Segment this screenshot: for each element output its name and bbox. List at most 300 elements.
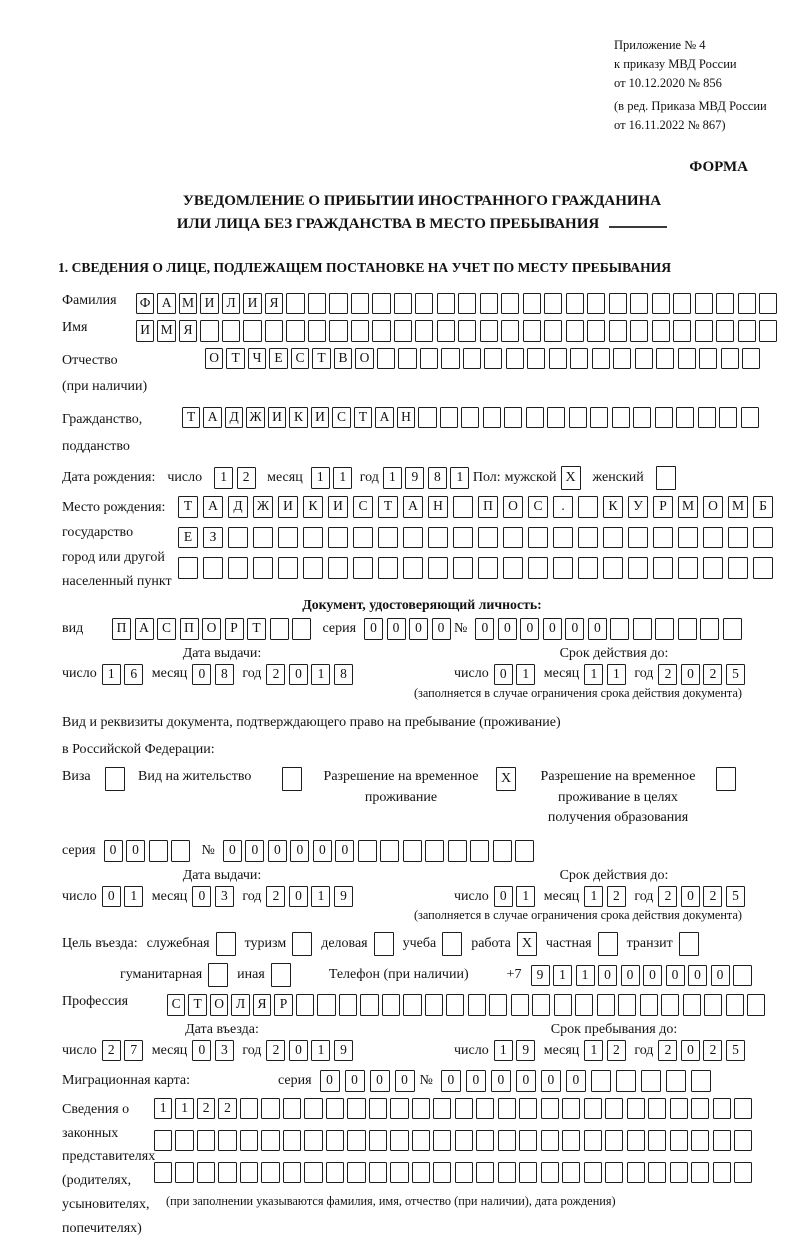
char-cell[interactable] xyxy=(519,1098,537,1120)
char-cell[interactable] xyxy=(261,1130,279,1152)
char-cell[interactable] xyxy=(455,1098,473,1120)
char-cell[interactable] xyxy=(541,1098,559,1120)
char-cell[interactable]: 0 xyxy=(565,618,584,640)
char-cell[interactable]: 0 xyxy=(688,965,707,987)
char-cell[interactable] xyxy=(605,1098,623,1120)
char-cell[interactable] xyxy=(329,320,347,342)
char-cell[interactable]: 0 xyxy=(432,618,451,640)
char-cell[interactable] xyxy=(523,293,541,315)
char-cell[interactable] xyxy=(699,348,717,370)
char-cell[interactable] xyxy=(700,618,719,640)
char-cell[interactable] xyxy=(511,994,529,1016)
char-cell[interactable] xyxy=(304,1130,322,1152)
char-cell[interactable] xyxy=(303,527,323,549)
char-cell[interactable] xyxy=(666,1070,686,1092)
char-cell[interactable] xyxy=(554,994,572,1016)
char-cell[interactable]: 1 xyxy=(383,467,402,489)
char-cell[interactable] xyxy=(670,1162,688,1184)
char-cell[interactable] xyxy=(304,1098,322,1120)
char-cell[interactable] xyxy=(292,618,311,640)
char-cell[interactable]: 8 xyxy=(215,664,234,686)
char-cell[interactable]: 1 xyxy=(333,467,352,489)
char-cell[interactable] xyxy=(753,527,773,549)
char-cell[interactable] xyxy=(656,348,674,370)
char-cell[interactable] xyxy=(703,557,723,579)
char-cell[interactable]: 0 xyxy=(364,618,383,640)
residence-permit-checkbox[interactable] xyxy=(282,767,302,791)
char-cell[interactable] xyxy=(353,527,373,549)
char-cell[interactable] xyxy=(175,1162,193,1184)
char-cell[interactable]: 0 xyxy=(289,886,308,908)
char-cell[interactable]: 0 xyxy=(441,1070,461,1092)
char-cell[interactable] xyxy=(503,557,523,579)
char-cell[interactable] xyxy=(584,1098,602,1120)
char-cell[interactable] xyxy=(463,348,481,370)
char-cell[interactable] xyxy=(528,527,548,549)
char-cell[interactable] xyxy=(283,1130,301,1152)
char-cell[interactable]: 2 xyxy=(218,1098,236,1120)
char-cell[interactable]: 0 xyxy=(192,886,211,908)
char-cell[interactable] xyxy=(575,994,593,1016)
char-cell[interactable]: 0 xyxy=(313,840,332,862)
char-cell[interactable] xyxy=(425,840,444,862)
visa-checkbox[interactable] xyxy=(105,767,125,791)
char-cell[interactable]: П xyxy=(112,618,131,640)
char-cell[interactable] xyxy=(759,320,777,342)
char-cell[interactable] xyxy=(501,320,519,342)
char-cell[interactable]: 2 xyxy=(607,886,626,908)
char-cell[interactable]: 1 xyxy=(584,664,603,686)
char-cell[interactable]: Л xyxy=(231,994,249,1016)
char-cell[interactable] xyxy=(698,407,716,429)
char-cell[interactable] xyxy=(353,557,373,579)
char-cell[interactable] xyxy=(382,994,400,1016)
char-cell[interactable] xyxy=(412,1098,430,1120)
char-cell[interactable]: П xyxy=(180,618,199,640)
char-cell[interactable] xyxy=(476,1130,494,1152)
char-cell[interactable] xyxy=(523,320,541,342)
char-cell[interactable] xyxy=(243,320,261,342)
char-cell[interactable] xyxy=(240,1162,258,1184)
char-cell[interactable] xyxy=(403,840,422,862)
char-cell[interactable] xyxy=(360,994,378,1016)
char-cell[interactable] xyxy=(726,994,744,1016)
char-cell[interactable] xyxy=(390,1130,408,1152)
char-cell[interactable] xyxy=(566,320,584,342)
char-cell[interactable] xyxy=(455,1130,473,1152)
char-cell[interactable]: 0 xyxy=(104,840,123,862)
char-cell[interactable]: О xyxy=(503,496,523,518)
char-cell[interactable]: 1 xyxy=(154,1098,172,1120)
char-cell[interactable] xyxy=(569,407,587,429)
char-cell[interactable]: И xyxy=(311,407,329,429)
char-cell[interactable]: Б xyxy=(753,496,773,518)
char-cell[interactable] xyxy=(603,527,623,549)
char-cell[interactable] xyxy=(584,1130,602,1152)
char-cell[interactable] xyxy=(590,407,608,429)
char-cell[interactable]: А xyxy=(203,407,221,429)
char-cell[interactable] xyxy=(433,1130,451,1152)
char-cell[interactable] xyxy=(478,557,498,579)
char-cell[interactable]: С xyxy=(167,994,185,1016)
char-cell[interactable] xyxy=(713,1130,731,1152)
char-cell[interactable] xyxy=(728,527,748,549)
char-cell[interactable]: 9 xyxy=(531,965,550,987)
char-cell[interactable] xyxy=(578,557,598,579)
char-cell[interactable]: 2 xyxy=(266,664,285,686)
char-cell[interactable]: 1 xyxy=(576,965,595,987)
char-cell[interactable] xyxy=(587,293,605,315)
char-cell[interactable] xyxy=(493,840,512,862)
char-cell[interactable] xyxy=(480,320,498,342)
char-cell[interactable]: 0 xyxy=(387,618,406,640)
char-cell[interactable] xyxy=(633,407,651,429)
char-cell[interactable] xyxy=(403,557,423,579)
char-cell[interactable]: И xyxy=(200,293,218,315)
char-cell[interactable]: 0 xyxy=(643,965,662,987)
char-cell[interactable] xyxy=(489,994,507,1016)
char-cell[interactable] xyxy=(394,293,412,315)
char-cell[interactable] xyxy=(613,348,631,370)
char-cell[interactable] xyxy=(415,293,433,315)
char-cell[interactable]: . xyxy=(553,496,573,518)
char-cell[interactable]: 0 xyxy=(516,1070,536,1092)
char-cell[interactable] xyxy=(627,1130,645,1152)
char-cell[interactable] xyxy=(240,1098,258,1120)
char-cell[interactable] xyxy=(446,994,464,1016)
char-cell[interactable] xyxy=(498,1098,516,1120)
char-cell[interactable] xyxy=(733,965,752,987)
char-cell[interactable]: 0 xyxy=(370,1070,390,1092)
char-cell[interactable]: Т xyxy=(178,496,198,518)
char-cell[interactable] xyxy=(377,348,395,370)
char-cell[interactable] xyxy=(519,1162,537,1184)
char-cell[interactable]: У xyxy=(628,496,648,518)
purpose-study-checkbox[interactable] xyxy=(442,932,462,956)
char-cell[interactable] xyxy=(403,527,423,549)
char-cell[interactable]: 0 xyxy=(223,840,242,862)
char-cell[interactable]: А xyxy=(135,618,154,640)
char-cell[interactable]: Д xyxy=(225,407,243,429)
char-cell[interactable] xyxy=(390,1098,408,1120)
char-cell[interactable]: О xyxy=(202,618,221,640)
char-cell[interactable] xyxy=(171,840,190,862)
char-cell[interactable]: Т xyxy=(312,348,330,370)
char-cell[interactable] xyxy=(437,320,455,342)
char-cell[interactable] xyxy=(728,557,748,579)
char-cell[interactable]: 0 xyxy=(541,1070,561,1092)
char-cell[interactable] xyxy=(695,293,713,315)
char-cell[interactable] xyxy=(390,1162,408,1184)
char-cell[interactable] xyxy=(753,557,773,579)
char-cell[interactable]: 7 xyxy=(124,1040,143,1062)
char-cell[interactable]: Т xyxy=(247,618,266,640)
char-cell[interactable]: 1 xyxy=(516,664,535,686)
char-cell[interactable] xyxy=(578,496,598,518)
char-cell[interactable] xyxy=(630,320,648,342)
char-cell[interactable] xyxy=(691,1130,709,1152)
char-cell[interactable] xyxy=(498,1162,516,1184)
char-cell[interactable]: С xyxy=(157,618,176,640)
char-cell[interactable] xyxy=(506,348,524,370)
char-cell[interactable] xyxy=(678,527,698,549)
char-cell[interactable] xyxy=(519,1130,537,1152)
char-cell[interactable]: К xyxy=(289,407,307,429)
char-cell[interactable]: И xyxy=(328,496,348,518)
char-cell[interactable]: С xyxy=(332,407,350,429)
char-cell[interactable] xyxy=(627,1098,645,1120)
char-cell[interactable] xyxy=(455,1162,473,1184)
char-cell[interactable]: 2 xyxy=(266,886,285,908)
char-cell[interactable] xyxy=(286,320,304,342)
char-cell[interactable]: С xyxy=(291,348,309,370)
char-cell[interactable]: 1 xyxy=(311,467,330,489)
char-cell[interactable]: Я xyxy=(179,320,197,342)
char-cell[interactable] xyxy=(628,557,648,579)
char-cell[interactable]: Ч xyxy=(248,348,266,370)
char-cell[interactable] xyxy=(652,293,670,315)
char-cell[interactable] xyxy=(609,293,627,315)
char-cell[interactable] xyxy=(628,527,648,549)
char-cell[interactable] xyxy=(197,1162,215,1184)
char-cell[interactable]: 2 xyxy=(703,664,722,686)
char-cell[interactable] xyxy=(326,1162,344,1184)
char-cell[interactable] xyxy=(240,1130,258,1152)
char-cell[interactable] xyxy=(549,348,567,370)
char-cell[interactable]: Ф xyxy=(136,293,154,315)
char-cell[interactable] xyxy=(398,348,416,370)
char-cell[interactable] xyxy=(278,557,298,579)
char-cell[interactable] xyxy=(428,557,448,579)
char-cell[interactable] xyxy=(640,994,658,1016)
char-cell[interactable]: 2 xyxy=(658,664,677,686)
char-cell[interactable] xyxy=(553,557,573,579)
char-cell[interactable] xyxy=(308,293,326,315)
char-cell[interactable] xyxy=(713,1162,731,1184)
char-cell[interactable]: 0 xyxy=(491,1070,511,1092)
char-cell[interactable]: Я xyxy=(265,293,283,315)
char-cell[interactable] xyxy=(527,348,545,370)
char-cell[interactable] xyxy=(197,1130,215,1152)
char-cell[interactable]: С xyxy=(528,496,548,518)
char-cell[interactable] xyxy=(328,527,348,549)
char-cell[interactable] xyxy=(691,1070,711,1092)
char-cell[interactable] xyxy=(476,1098,494,1120)
char-cell[interactable]: 2 xyxy=(703,1040,722,1062)
purpose-work-checkbox[interactable]: X xyxy=(517,932,537,956)
purpose-business-checkbox[interactable] xyxy=(374,932,394,956)
char-cell[interactable]: 1 xyxy=(584,1040,603,1062)
char-cell[interactable]: Е xyxy=(178,527,198,549)
char-cell[interactable]: 5 xyxy=(726,886,745,908)
char-cell[interactable] xyxy=(578,527,598,549)
char-cell[interactable]: Т xyxy=(378,496,398,518)
char-cell[interactable] xyxy=(691,1162,709,1184)
char-cell[interactable] xyxy=(347,1130,365,1152)
char-cell[interactable]: А xyxy=(403,496,423,518)
male-checkbox[interactable]: X xyxy=(561,466,581,490)
char-cell[interactable] xyxy=(741,407,759,429)
char-cell[interactable]: 1 xyxy=(311,664,330,686)
char-cell[interactable]: Ж xyxy=(253,496,273,518)
char-cell[interactable]: 0 xyxy=(320,1070,340,1092)
char-cell[interactable]: 2 xyxy=(658,886,677,908)
char-cell[interactable] xyxy=(738,320,756,342)
char-cell[interactable] xyxy=(425,994,443,1016)
char-cell[interactable]: 0 xyxy=(409,618,428,640)
char-cell[interactable] xyxy=(415,320,433,342)
char-cell[interactable] xyxy=(759,293,777,315)
char-cell[interactable] xyxy=(200,320,218,342)
char-cell[interactable]: 3 xyxy=(215,1040,234,1062)
char-cell[interactable] xyxy=(283,1162,301,1184)
char-cell[interactable] xyxy=(441,348,459,370)
char-cell[interactable] xyxy=(420,348,438,370)
char-cell[interactable] xyxy=(403,994,421,1016)
char-cell[interactable] xyxy=(394,320,412,342)
char-cell[interactable]: Р xyxy=(225,618,244,640)
char-cell[interactable]: 9 xyxy=(405,467,424,489)
char-cell[interactable] xyxy=(678,618,697,640)
char-cell[interactable] xyxy=(653,557,673,579)
char-cell[interactable]: 0 xyxy=(543,618,562,640)
char-cell[interactable] xyxy=(532,994,550,1016)
char-cell[interactable] xyxy=(612,407,630,429)
char-cell[interactable] xyxy=(412,1130,430,1152)
char-cell[interactable] xyxy=(412,1162,430,1184)
char-cell[interactable]: 0 xyxy=(126,840,145,862)
char-cell[interactable] xyxy=(458,293,476,315)
char-cell[interactable]: Д xyxy=(228,496,248,518)
char-cell[interactable]: 2 xyxy=(237,467,256,489)
char-cell[interactable]: 0 xyxy=(466,1070,486,1092)
char-cell[interactable] xyxy=(695,320,713,342)
char-cell[interactable]: 1 xyxy=(311,1040,330,1062)
char-cell[interactable] xyxy=(609,320,627,342)
char-cell[interactable]: 1 xyxy=(553,965,572,987)
char-cell[interactable] xyxy=(544,320,562,342)
char-cell[interactable] xyxy=(562,1098,580,1120)
char-cell[interactable] xyxy=(648,1130,666,1152)
char-cell[interactable]: 9 xyxy=(516,1040,535,1062)
char-cell[interactable] xyxy=(437,293,455,315)
char-cell[interactable] xyxy=(747,994,765,1016)
char-cell[interactable]: И xyxy=(136,320,154,342)
char-cell[interactable] xyxy=(584,1162,602,1184)
char-cell[interactable]: 1 xyxy=(102,664,121,686)
char-cell[interactable] xyxy=(378,557,398,579)
char-cell[interactable] xyxy=(448,840,467,862)
char-cell[interactable]: 1 xyxy=(516,886,535,908)
char-cell[interactable] xyxy=(440,407,458,429)
char-cell[interactable]: 0 xyxy=(494,664,513,686)
char-cell[interactable] xyxy=(678,348,696,370)
char-cell[interactable] xyxy=(433,1098,451,1120)
char-cell[interactable] xyxy=(218,1162,236,1184)
char-cell[interactable]: М xyxy=(179,293,197,315)
char-cell[interactable]: 8 xyxy=(334,664,353,686)
char-cell[interactable] xyxy=(704,994,722,1016)
char-cell[interactable]: 1 xyxy=(584,886,603,908)
char-cell[interactable]: 5 xyxy=(726,1040,745,1062)
char-cell[interactable]: З xyxy=(203,527,223,549)
char-cell[interactable] xyxy=(635,348,653,370)
char-cell[interactable]: С xyxy=(353,496,373,518)
char-cell[interactable] xyxy=(222,320,240,342)
char-cell[interactable] xyxy=(641,1070,661,1092)
char-cell[interactable] xyxy=(303,557,323,579)
purpose-tourism-checkbox[interactable] xyxy=(292,932,312,956)
char-cell[interactable]: 0 xyxy=(345,1070,365,1092)
char-cell[interactable] xyxy=(734,1130,752,1152)
char-cell[interactable]: 0 xyxy=(289,1040,308,1062)
char-cell[interactable] xyxy=(418,407,436,429)
char-cell[interactable] xyxy=(605,1130,623,1152)
char-cell[interactable] xyxy=(648,1162,666,1184)
char-cell[interactable]: 1 xyxy=(124,886,143,908)
char-cell[interactable] xyxy=(673,320,691,342)
char-cell[interactable]: 2 xyxy=(102,1040,121,1062)
char-cell[interactable] xyxy=(691,1098,709,1120)
char-cell[interactable] xyxy=(461,407,479,429)
char-cell[interactable] xyxy=(503,527,523,549)
char-cell[interactable] xyxy=(154,1162,172,1184)
char-cell[interactable] xyxy=(605,1162,623,1184)
char-cell[interactable] xyxy=(547,407,565,429)
char-cell[interactable]: 1 xyxy=(311,886,330,908)
char-cell[interactable] xyxy=(347,1098,365,1120)
char-cell[interactable] xyxy=(610,618,629,640)
female-checkbox[interactable] xyxy=(656,466,676,490)
char-cell[interactable] xyxy=(742,348,760,370)
char-cell[interactable] xyxy=(351,293,369,315)
char-cell[interactable]: И xyxy=(278,496,298,518)
char-cell[interactable] xyxy=(265,320,283,342)
char-cell[interactable] xyxy=(470,840,489,862)
char-cell[interactable]: 0 xyxy=(666,965,685,987)
char-cell[interactable] xyxy=(566,293,584,315)
char-cell[interactable]: М xyxy=(728,496,748,518)
char-cell[interactable]: Н xyxy=(428,496,448,518)
char-cell[interactable]: Р xyxy=(274,994,292,1016)
purpose-humanitarian-checkbox[interactable] xyxy=(208,963,228,987)
char-cell[interactable] xyxy=(175,1130,193,1152)
char-cell[interactable]: 0 xyxy=(192,664,211,686)
char-cell[interactable]: 3 xyxy=(215,886,234,908)
char-cell[interactable] xyxy=(618,994,636,1016)
char-cell[interactable] xyxy=(570,348,588,370)
char-cell[interactable] xyxy=(480,293,498,315)
char-cell[interactable] xyxy=(296,994,314,1016)
char-cell[interactable] xyxy=(541,1130,559,1152)
char-cell[interactable] xyxy=(253,557,273,579)
char-cell[interactable]: 9 xyxy=(334,1040,353,1062)
char-cell[interactable] xyxy=(326,1098,344,1120)
char-cell[interactable] xyxy=(716,293,734,315)
temp-residence-checkbox[interactable]: X xyxy=(496,767,516,791)
char-cell[interactable] xyxy=(587,320,605,342)
char-cell[interactable] xyxy=(676,407,694,429)
char-cell[interactable] xyxy=(453,496,473,518)
char-cell[interactable] xyxy=(648,1098,666,1120)
char-cell[interactable]: 1 xyxy=(450,467,469,489)
char-cell[interactable] xyxy=(655,618,674,640)
char-cell[interactable] xyxy=(453,527,473,549)
char-cell[interactable] xyxy=(723,618,742,640)
char-cell[interactable]: 0 xyxy=(681,886,700,908)
purpose-transit-checkbox[interactable] xyxy=(679,932,699,956)
char-cell[interactable]: 0 xyxy=(102,886,121,908)
